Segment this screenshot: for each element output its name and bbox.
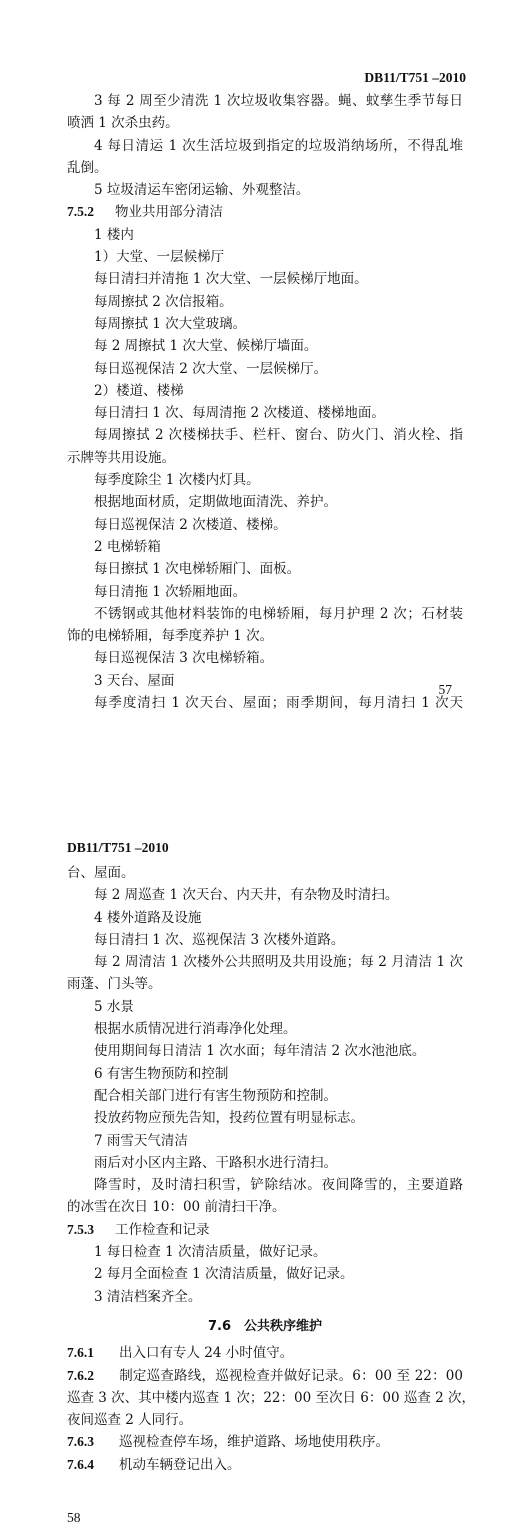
text-line: 每日巡视保洁 2 次大堂、一层候梯厅。 — [94, 360, 328, 377]
clause-line — [67, 1431, 463, 1453]
text-line: 雨后对小区内主路、干路积水进行清扫。 — [94, 1154, 337, 1171]
text-line: 每 2 周巡查 1 次天台、内天井，有杂物及时清扫。 — [94, 887, 399, 904]
clause-line — [67, 1365, 463, 1387]
section-heading-line — [67, 201, 463, 223]
text-line: 1）大堂、一层候梯厅 — [94, 249, 225, 266]
page-number: 58 — [67, 1510, 81, 1525]
text-line: 巡查 3 次、其中楼内巡查 1 次；22：00 至次日 6：00 巡查 2 次， — [67, 1389, 476, 1406]
text-line: 喷洒 1 次杀虫药。 — [67, 115, 179, 132]
text-line: 每季度清扫 1 次天台、屋面；雨季期间，每月清扫 1 次天 — [94, 695, 463, 712]
text-line: 乱倒。 — [67, 159, 108, 176]
text-line: 每日清扫 1 次、巡视保洁 3 次楼外道路。 — [94, 931, 345, 948]
page-number: 57 — [438, 682, 452, 697]
text-line: 饰的电梯轿厢，每季度养护 1 次。 — [67, 628, 274, 645]
text-line: 每周擦拭 2 次楼梯扶手、栏杆、窗台、防火门、消火栓、指 — [94, 427, 463, 444]
text-line: 每日清扫并清拖 1 次大堂、一层候梯厅地面。 — [94, 271, 368, 288]
standard-code: DB11/T751 –2010 — [67, 840, 169, 855]
text-line: 示牌等共用设施。 — [67, 449, 175, 466]
text-line: 配合相关部门进行有害生物预防和控制。 — [94, 1087, 337, 1104]
text-line: 每日巡视保洁 3 次电梯轿箱。 — [94, 650, 274, 667]
text-line: 4 楼外道路及设施 — [94, 909, 202, 926]
page-body — [67, 862, 476, 1476]
text-line: 1 楼内 — [94, 226, 134, 243]
text-line: 每日擦拭 1 次电梯轿厢门、面板。 — [94, 561, 301, 578]
text-line: 6 有害生物预防和控制 — [94, 1065, 229, 1082]
text-line: 5 垃圾清运车密闭运输、外观整洁。 — [94, 182, 310, 199]
clause-number: 7.6.1 — [67, 1345, 94, 1361]
text-line: 雨蓬、门头等。 — [67, 976, 162, 993]
text-line: 台、屋面。 — [67, 865, 135, 881]
clause-line — [67, 1454, 463, 1476]
text-line: 降雪时，及时清扫积雪，铲除结冰。夜间降雪的，主要道路 — [94, 1177, 463, 1194]
section-number: 7.5.3 — [67, 1221, 94, 1237]
section-heading-line — [67, 1219, 463, 1241]
clause-text: 制定巡查路线，巡视检查并做好记录。6：00 至 22：00 — [119, 1367, 463, 1384]
text-line: 2）楼道、楼梯 — [94, 382, 184, 399]
text-line: 每 2 周擦拭 1 次大堂、候梯厅墙面。 — [94, 338, 318, 355]
text-line: 2 电梯轿箱 — [94, 538, 161, 555]
section-number: 7.5.2 — [67, 204, 94, 220]
section-title: 物业共用部分清洁 — [115, 204, 223, 221]
text-line: 每日巡视保洁 2 次楼道、楼梯。 — [94, 516, 287, 533]
text-line: 根据水质情况进行消毒净化处理。 — [94, 1021, 297, 1038]
text-line: 3 每 2 周至少清洗 1 次垃圾收集容器。蝇、蚊孳生季节每日 — [94, 93, 463, 109]
text-line: 的冰雪在次日 10：00 前清扫干净。 — [67, 1199, 286, 1216]
text-line: 3 天台、屋面 — [94, 672, 175, 689]
page-57 — [0, 0, 530, 740]
text-line: 每日清拖 1 次轿厢地面。 — [94, 583, 247, 600]
text-line: 7 雨雪天气清洁 — [94, 1132, 188, 1149]
text-line: 5 水景 — [94, 998, 134, 1015]
text-line: 每日清扫 1 次、每周清拖 2 次楼道、楼梯地面。 — [94, 405, 385, 422]
text-line: 根据地面材质，定期做地面清洗、养护。 — [94, 494, 337, 511]
clause-text: 巡视检查停车场，维护道路、场地使用秩序。 — [119, 1434, 389, 1451]
section-title: 工作检查和记录 — [115, 1221, 210, 1238]
text-line: 每周擦拭 1 次大堂玻璃。 — [94, 315, 247, 332]
text-line: 4 每日清运 1 次生活垃圾到指定的垃圾消纳场所，不得乱堆 — [94, 137, 463, 154]
clause-number: 7.6.2 — [67, 1367, 94, 1383]
text-line: 夜间巡查 2 人同行。 — [67, 1412, 193, 1429]
text-line: 每季度除尘 1 次楼内灯具。 — [94, 472, 260, 489]
clause-text: 机动车辆登记出入。 — [119, 1456, 241, 1473]
text-line: 投放药物应预先告知，投药位置有明显标志。 — [94, 1110, 364, 1127]
chapter-heading: 7.6 公共秩序维护 — [207, 1318, 323, 1334]
clause-number: 7.6.3 — [67, 1434, 94, 1450]
text-line: 3 清洁档案齐全。 — [94, 1288, 202, 1305]
page-body — [67, 90, 463, 714]
text-line: 不锈钢或其他材料装饰的电梯轿厢，每月护理 2 次；石材装 — [94, 605, 463, 622]
text-line: 每 2 周清洁 1 次楼外公共照明及共用设施；每 2 月清洁 1 次 — [94, 954, 463, 971]
text-line: 2 每月全面检查 1 次清洁质量，做好记录。 — [94, 1266, 354, 1283]
clause-text: 出入口有专人 24 小时值守。 — [119, 1345, 294, 1362]
standard-code: DB11/T751 –2010 — [364, 70, 466, 85]
text-line: 使用期间每日清洁 1 次水面；每年清洁 2 次水池池底。 — [94, 1043, 426, 1060]
clause-line — [67, 1342, 463, 1364]
text-line: 每周擦拭 2 次信报箱。 — [94, 293, 233, 310]
text-line: 1 每日检查 1 次清洁质量，做好记录。 — [94, 1244, 327, 1261]
clause-number: 7.6.4 — [67, 1456, 94, 1472]
page-58 — [0, 820, 530, 1534]
